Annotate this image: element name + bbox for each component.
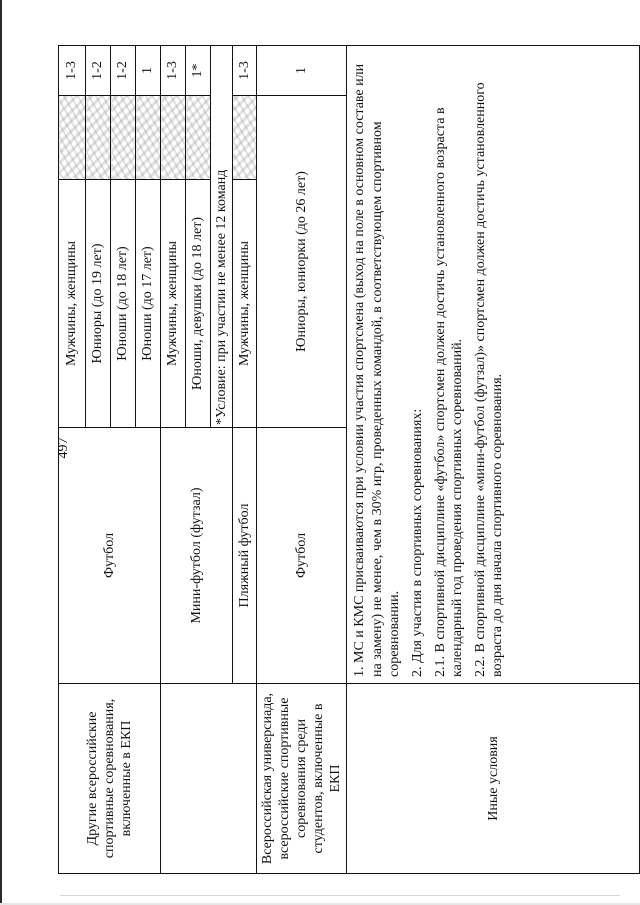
condition-item: 1. МС и КМС присваиваются при условии участия спортсмена (выход на поле в основном составе или на замену) не менее, чем в 30% игр, проведенных командой, в соответствующем спортивном соревновании. xyxy=(352,63,402,677)
condition-item: 2. Для участия в спортивных соревнованиях: xyxy=(409,408,425,677)
mini-footnote: *Условие: при участии не менее 12 команд xyxy=(211,45,233,427)
conditions-text xyxy=(347,45,640,683)
scan-noise-cell xyxy=(111,95,136,179)
sport-minifootball: Мини-футбол (футзал) xyxy=(161,427,233,683)
condition-item: 2.2. В спортивной дисциплине «мини-футбол (футзал)» спортсмен должен достичь установленного возраста до дня начала спортивного соревнования. xyxy=(472,82,506,677)
rank-cell: 1-3 xyxy=(233,45,257,95)
sport-football: Футбол xyxy=(59,427,161,683)
category-cell: Мужчины, женщины xyxy=(161,179,186,427)
scan-noise-cell xyxy=(59,95,86,179)
page-left-edge xyxy=(0,0,2,905)
category-cell: Мужчины, женщины xyxy=(59,179,86,427)
table-wrapper xyxy=(58,46,640,874)
group1-title: Другие всероссийские спортивные соревнования, включенные в ЕКП xyxy=(59,684,161,874)
sheet-divider xyxy=(60,895,620,896)
group2-title: Всероссийская универсиада, всероссийские спортивные соревнования среди студентов, включенные в ЕКП xyxy=(257,684,347,874)
group2-sport: Футбол xyxy=(257,427,347,683)
scan-noise-cell xyxy=(136,95,161,179)
group2-rank: 1 xyxy=(257,45,347,95)
scan-noise-cell xyxy=(86,95,111,179)
condition-item: 2.1. В спортивной дисциплине «футбол» спортсмен должен достичь установленного возраста в календарный год проведения спортивных соревнований. xyxy=(432,107,465,677)
other-conditions-title: Иные условия xyxy=(347,684,640,874)
scan-noise-cell xyxy=(186,95,211,179)
scan-noise-cell xyxy=(161,95,186,179)
rank-cell: 1-2 xyxy=(86,45,111,95)
qualification-table xyxy=(58,45,640,874)
category-cell: Мужчины, женщины xyxy=(233,179,257,427)
group1-title-continued xyxy=(161,684,257,874)
page-number: 497 xyxy=(56,437,71,459)
rank-cell: 1* xyxy=(186,45,211,95)
category-cell: Юноши (до 18 лет) xyxy=(111,179,136,427)
category-cell: Юноши (до 17 лет) xyxy=(136,179,161,427)
category-cell: Юноши, девушки (до 18 лет) xyxy=(186,179,211,427)
rank-cell: 1-3 xyxy=(59,45,86,95)
rank-cell: 1-2 xyxy=(111,45,136,95)
scan-noise-cell xyxy=(233,95,257,179)
rank-cell: 1 xyxy=(136,45,161,95)
sport-beach-football: Пляжный футбол xyxy=(233,427,257,683)
group2-category: Юниоры, юниорки (до 26 лет) xyxy=(257,95,347,427)
category-cell: Юниоры (до 19 лет) xyxy=(86,179,111,427)
rank-cell: 1-3 xyxy=(161,45,186,95)
